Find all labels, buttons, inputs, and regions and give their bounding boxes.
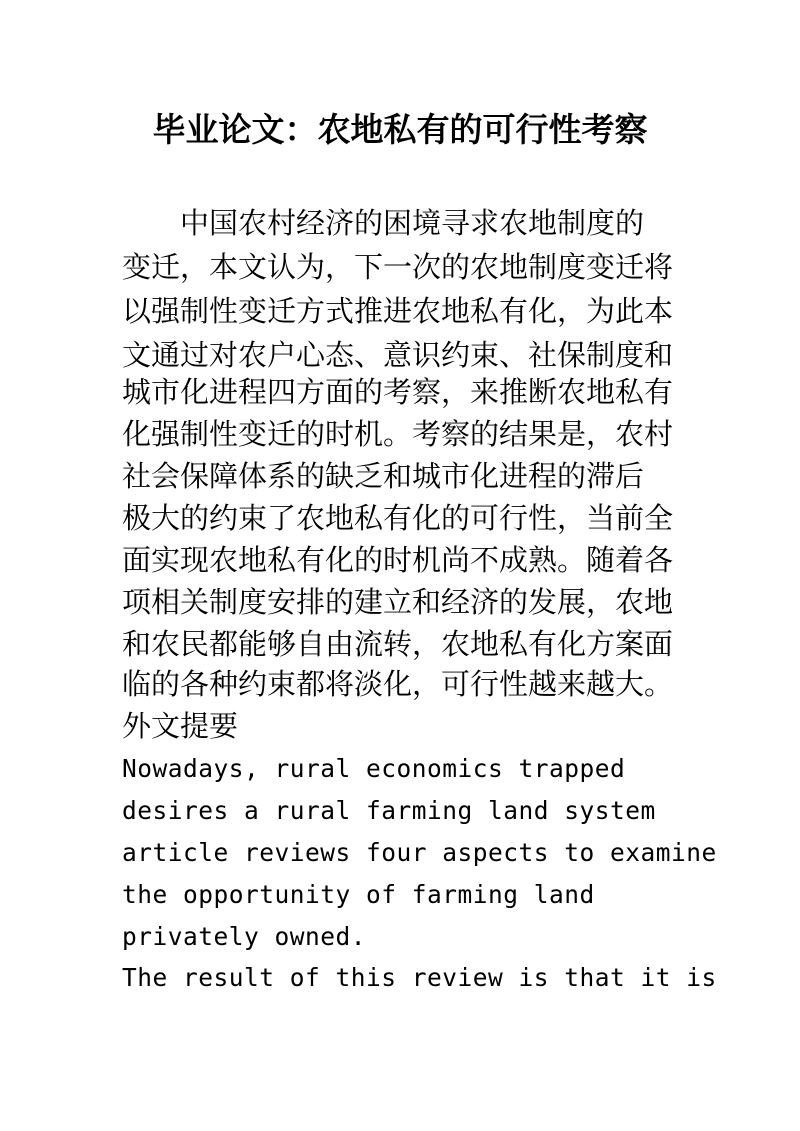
abstract-cn-line: 临的各种约束都将淡化，可行性越来越大。 bbox=[122, 667, 674, 701]
abstract-cn-line: 极大的约束了农地私有化的可行性，当前全 bbox=[122, 501, 674, 535]
abstract-cn-line: 项相关制度安排的建立和经济的发展，农地 bbox=[122, 585, 674, 619]
abstract-cn-line: 城市化进程四方面的考察，来推断农地私有 bbox=[122, 375, 674, 409]
abstract-cn-line: 化强制性变迁的时机。考察的结果是，农村 bbox=[122, 417, 674, 451]
abstract-cn-line: 以强制性变迁方式推进农地私有化，为此本 bbox=[122, 294, 674, 328]
abstract-en-line: Nowadays, rural economics trapped bbox=[122, 754, 626, 783]
abstract-cn-line: 文通过对农户心态、意识约束、社保制度和 bbox=[122, 338, 674, 372]
abstract-en-line: article reviews four aspects to examine bbox=[122, 838, 717, 867]
abstract-cn-line: 变迁，本文认为，下一次的农地制度变迁将 bbox=[122, 250, 674, 284]
abstract-en-line: the opportunity of farming land bbox=[122, 880, 595, 909]
abstract-en-line: desires a rural farming land system bbox=[122, 796, 656, 825]
abstract-en-line: The result of this review is that it is bbox=[122, 963, 717, 992]
document-title: 毕业论文：农地私有的可行性考察 bbox=[152, 110, 648, 149]
abstract-cn-line: 面实现农地私有化的时机尚不成熟。随着各 bbox=[122, 543, 674, 577]
abstract-cn-line: 中国农村经济的困境寻求农地制度的 bbox=[122, 206, 645, 240]
abstract-cn-line: 和农民都能够自由流转，农地私有化方案面 bbox=[122, 627, 674, 661]
abstract-en-line: privately owned. bbox=[122, 922, 367, 951]
foreign-abstract-heading: 外文提要 bbox=[122, 709, 239, 743]
abstract-cn-line: 社会保障体系的缺乏和城市化进程的滞后 bbox=[122, 459, 645, 493]
